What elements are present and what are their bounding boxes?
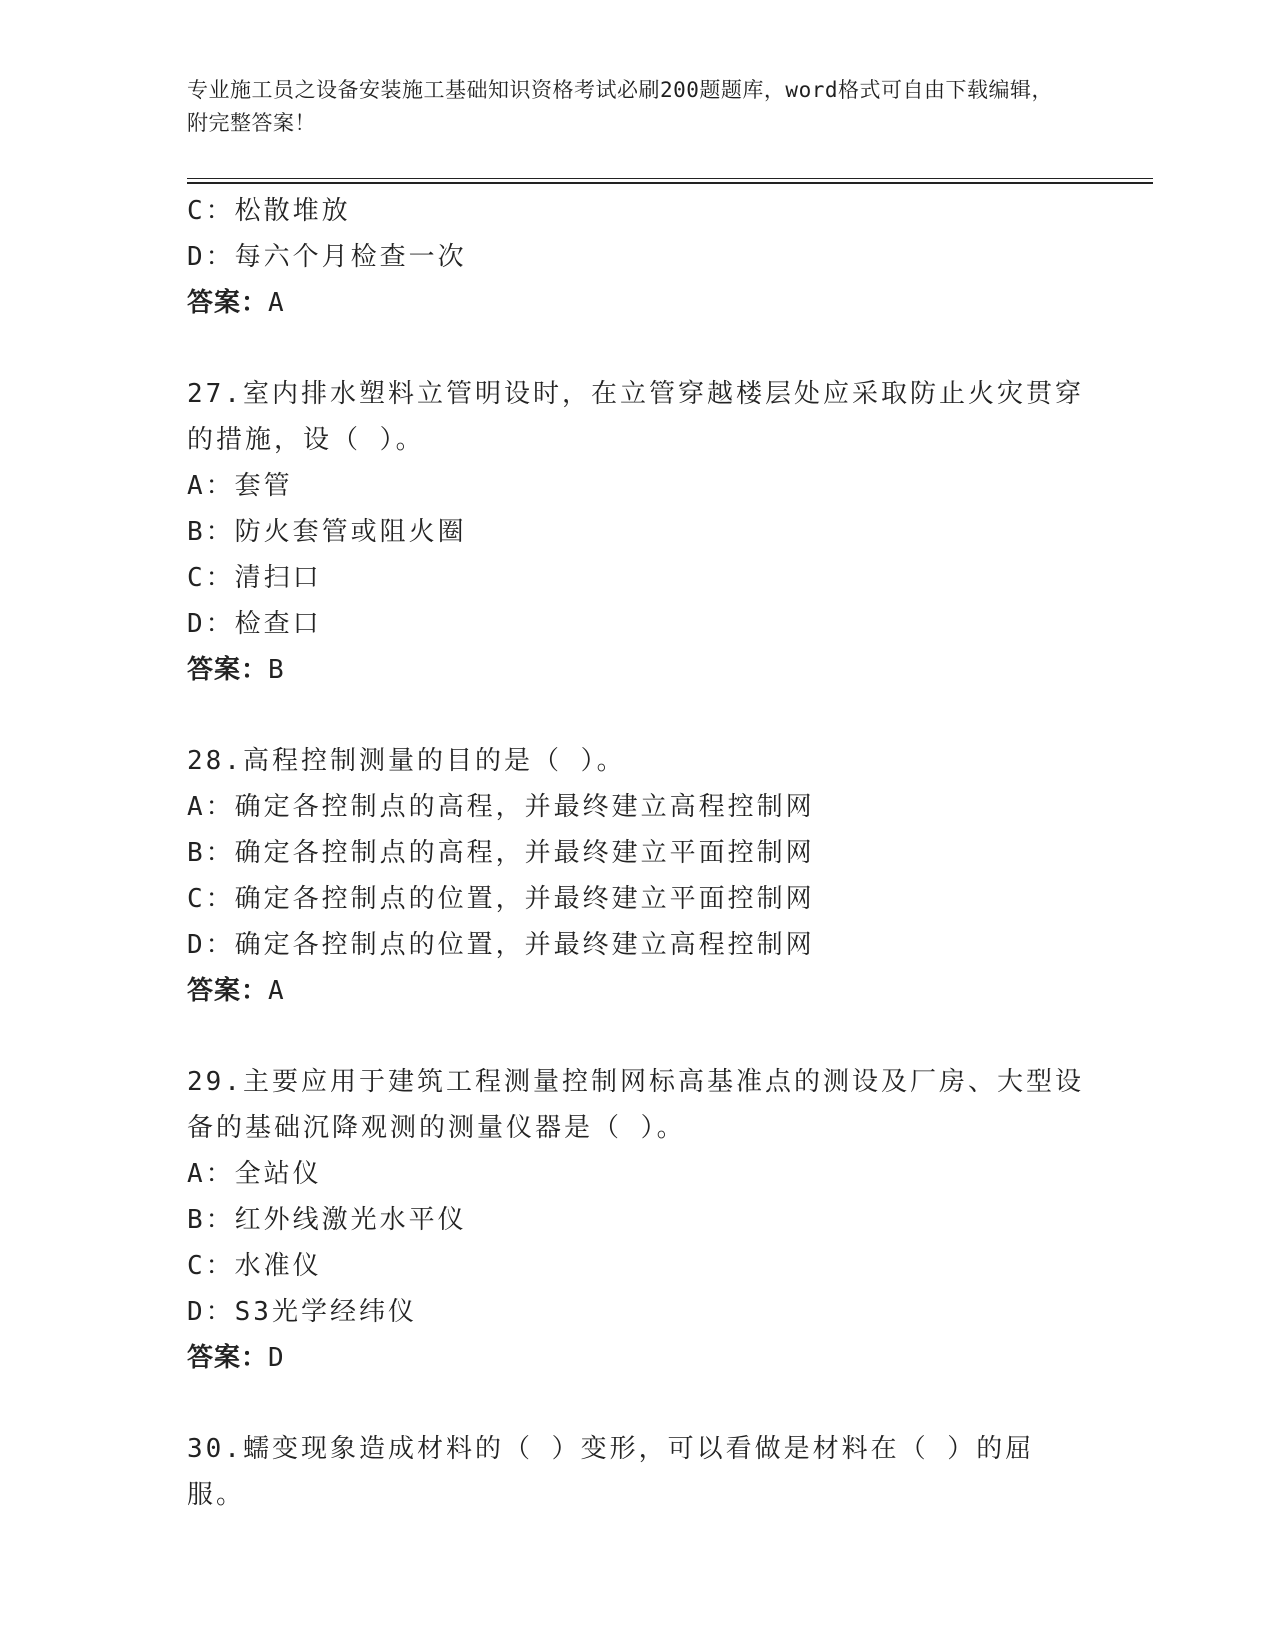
option-a: A：全站仪 (187, 1159, 322, 1189)
question-stem: 28.高程控制测量的目的是（ ）。 (187, 746, 626, 776)
option-a: A：确定各控制点的高程，并最终建立高程控制网 (187, 792, 815, 822)
page-header: 专业施工员之设备安装施工基础知识资格考试必刷200题题库，word格式可自由下载编辑，附完整答案！ (187, 78, 1053, 135)
question-29 (187, 1059, 1087, 1381)
header-divider-thick (187, 182, 1153, 184)
question-27 (187, 371, 1087, 693)
option-d: D：检查口 (187, 609, 322, 639)
answer-value: A (268, 976, 284, 1006)
question-stem: 27.室内排水塑料立管明设时，在立管穿越楼层处应采取防止火灾贯穿的措施，设（ ）。 (187, 379, 1084, 455)
answer-label: 答案： (187, 976, 269, 1006)
question-26-fragment (187, 188, 1087, 326)
option-d: D：每六个月检查一次 (187, 242, 467, 272)
answer-line (187, 280, 1087, 326)
answer-line (187, 1335, 1087, 1381)
spacer (187, 326, 1087, 371)
option-d: D：确定各控制点的位置，并最终建立高程控制网 (187, 930, 815, 960)
option-c: C：松散堆放 (187, 196, 351, 226)
answer-value: D (268, 1343, 284, 1373)
answer-value: B (268, 655, 284, 685)
spacer (187, 1014, 1087, 1059)
option-c: C：清扫口 (187, 563, 322, 593)
option-b: B：红外线激光水平仪 (187, 1205, 467, 1235)
option-b: B：确定各控制点的高程，并最终建立平面控制网 (187, 838, 815, 868)
answer-line (187, 968, 1087, 1014)
answer-label: 答案： (187, 288, 269, 318)
question-content (187, 188, 1087, 1518)
option-c: C：水准仪 (187, 1251, 322, 1281)
question-stem: 29.主要应用于建筑工程测量控制网标高基准点的测设及厂房、大型设备的基础沉降观测的测量仪器是（ ）。 (187, 1067, 1084, 1143)
question-30 (187, 1426, 1087, 1518)
answer-label: 答案： (187, 1343, 269, 1373)
answer-value: A (268, 288, 284, 318)
option-b: B：防火套管或阻火圈 (187, 517, 467, 547)
header-divider-thin (187, 178, 1153, 179)
question-28 (187, 738, 1087, 1014)
option-d: D：S3光学经纬仪 (187, 1297, 417, 1327)
answer-label: 答案： (187, 655, 269, 685)
answer-line (187, 647, 1087, 693)
option-a: A：套管 (187, 471, 293, 501)
spacer (187, 1381, 1087, 1426)
option-c: C：确定各控制点的位置，并最终建立平面控制网 (187, 884, 815, 914)
question-stem: 30.蠕变现象造成材料的（ ）变形，可以看做是材料在（ ）的屈服。 (187, 1434, 1035, 1510)
spacer (187, 693, 1087, 738)
